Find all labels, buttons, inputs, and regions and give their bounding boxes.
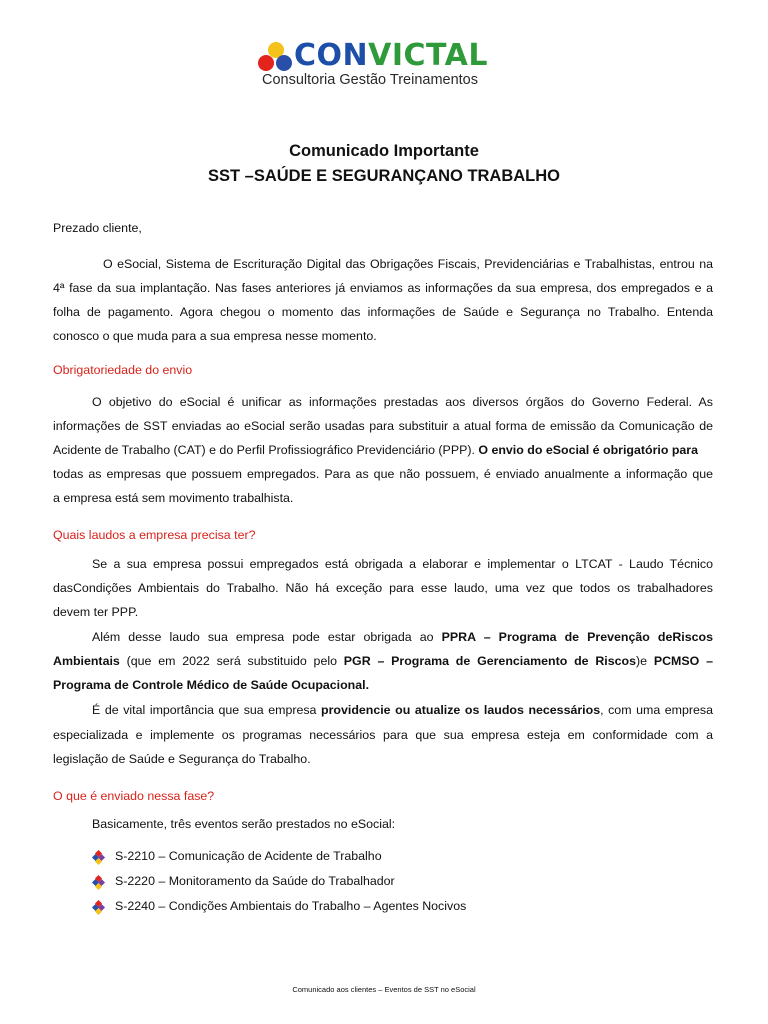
section3-intro: Basicamente, três eventos serão prestados no eSocial: bbox=[92, 817, 396, 831]
section-heading-laudos: Quais laudos a empresa precisa ter? bbox=[53, 528, 256, 542]
logo-wordmark: CONVICTAL bbox=[294, 38, 489, 73]
section2-p3-line-3: legislação de Saúde e Segurança do Trabalho. bbox=[53, 752, 311, 766]
bullet-icon bbox=[93, 901, 105, 913]
document-subtitle: SST –SAÚDE E SEGURANÇANO TRABALHO bbox=[207, 167, 561, 185]
section2-p1-line-3: devem ter PPP. bbox=[53, 605, 139, 619]
section-heading-enviado: O que é enviado nessa fase? bbox=[53, 789, 215, 803]
section2-p1-line-1: Se a sua empresa possui empregados está obrigada a elaborar e implementar o LTCAT - Laudo Técnico bbox=[92, 557, 713, 571]
list-item: S-2240 – Condições Ambientais do Trabalho – Agentes Nocivos bbox=[115, 899, 467, 913]
logo-circles-icon bbox=[258, 42, 294, 76]
bullet-icon bbox=[93, 876, 105, 888]
section1-line-4: todas as empresas que possuem empregados. Para as que não possuem, é enviado anualmente a informação que bbox=[53, 467, 713, 481]
company-logo bbox=[258, 38, 518, 94]
list-item: S-2220 – Monitoramento da Saúde do Trabalhador bbox=[115, 874, 395, 888]
section1-line-1: O objetivo do eSocial é unificar as informações prestadas aos diversos órgãos do Governo Federal. As bbox=[92, 395, 713, 409]
section2-p2-line-3: Programa de Controle Médico de Saúde Ocupacional. bbox=[53, 678, 370, 692]
section1-line-5: a empresa está sem movimento trabalhista. bbox=[53, 491, 294, 505]
section-heading-obrigatoriedade: Obrigatoriedade do envio bbox=[53, 363, 193, 377]
section2-p1-line-2: dasCondições Ambientais do Trabalho. Não há exceção para esse laudo, uma vez que todos os trabalhadores bbox=[53, 581, 713, 595]
section1-line-2: informações de SST enviadas ao eSocial serão usadas para substituir a atual forma de emissão da Comunicação de bbox=[53, 419, 713, 433]
section2-p2-line-1: Além desse laudo sua empresa pode estar obrigada ao PPRA – Programa de Prevenção deRiscos bbox=[92, 630, 713, 644]
intro-line-2: 4ª fase da sua implantação. Nas fases anteriores já enviamos as informações da sua empresa, dos empregados e a bbox=[53, 281, 713, 295]
logo-tagline: Consultoria Gestão Treinamentos bbox=[262, 72, 478, 88]
list-item: S-2210 – Comunicação de Acidente de Trabalho bbox=[115, 849, 382, 863]
page-footer: Comunicado aos clientes – Eventos de SST no eSocial bbox=[292, 985, 476, 994]
greeting: Prezado cliente, bbox=[53, 221, 142, 235]
section2-p2-line-2: Ambientais (que em 2022 será substituido pelo PGR – Programa de Gerenciamento de Riscos)e PCMSO – bbox=[53, 654, 713, 668]
document-title: Comunicado Importante bbox=[289, 142, 479, 160]
section1-line-3: Acidente de Trabalho (CAT) e do Perfil Profissiográfico Previdenciário (PPP). O envio do eSocial é obrigatório para bbox=[53, 443, 699, 457]
section2-p3-line-1: É de vital importância que sua empresa providencie ou atualize os laudos necessários, com uma empresa bbox=[92, 703, 713, 717]
intro-line-3: folha de pagamento. Agora chegou o momento das informações de Saúde e Segurança no Trabalho. Entenda bbox=[53, 305, 713, 319]
intro-line-4: conosco o que muda para a sua empresa nesse momento. bbox=[53, 329, 377, 343]
section2-p3-line-2: especializada e implemente os programas necessários para que sua empresa esteja em conformidade com a bbox=[53, 728, 713, 742]
intro-line-1: O eSocial, Sistema de Escrituração Digital das Obrigações Fiscais, Previdenciárias e Trabalhistas, entrou na bbox=[103, 257, 713, 271]
bullet-icon bbox=[93, 851, 105, 863]
